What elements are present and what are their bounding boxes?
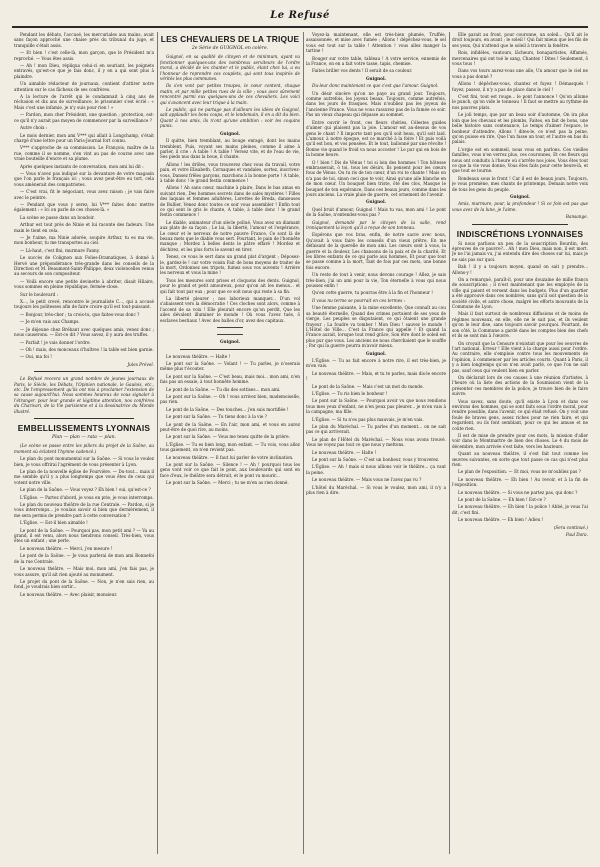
- section-intro: (Le scène se passe entre les piliers du projet de la Saône, au moment où éclatent l'hymne cadencé.): [14, 443, 154, 454]
- dialog-line: Le pont sur la Saône. — Merci ; tu ne m'en as rien donné.: [166, 480, 289, 486]
- paragraph: Autre choix :: [20, 125, 48, 131]
- dialog-line: L'Église. — Est-il bien aimable !: [20, 520, 88, 526]
- verses: [452, 32, 588, 92]
- verses: [306, 91, 446, 198]
- section-intro: Guignol, en sa qualité de citoyen et de minimum, ayant vu fonctionner quelques-uns des nombreux serviteurs de l'ordre moral, a décidé de les chanter et le public, étant chez lui, a eu l'honneur de reprendre ces couplets, qui sont tous inspirés de vérités les plus communes.: [160, 54, 300, 82]
- verses: [306, 232, 446, 295]
- column-4-paragraphs: [452, 241, 588, 468]
- paragraph: La scène se passe dans un boudoir.: [20, 214, 95, 220]
- signature: Jules Prével.: [127, 361, 154, 367]
- dialog-line: Le pont sur la Saône. — Volant ! — Tu parles, je n'oserais même plus t'écouter.: [160, 360, 300, 372]
- section-subheading: 2e Série de GUIGNOL en colère.: [191, 46, 269, 51]
- stage-direction: Il vous nu terme se pourrait en ces termes :: [312, 297, 406, 303]
- column-4: [452, 32, 588, 854]
- dialog-list: [14, 456, 154, 597]
- dialog-line: Le pont de la Saône. — Pourquoi pas, mon petit ami ? — Va au grand, il est venu, alors nous tiendrons conseil. Très-bien, vous êtes un enfant ; une perle.: [14, 527, 154, 544]
- verse: Il quitte, bien tremblant, au bouge enragé, dont les mains tremblent, Puis, voyant ses mains pleines, comme il aime à parler, il crie : A table ! A table ! Versez vite, et de l'eau de vie, Ses pieds nus dans la boue, il chante.: [160, 138, 300, 160]
- paragraph: X..., le petit crevé, rencontre le journaliste C..., qui a accusé toujours les politesses afin de faire croire qu'il est tout-puissant.: [14, 299, 154, 310]
- paragraph: Pendant les débats, l'accusé, les mercuriales aux mains, avait sans façon approché une chaise près du tribunal du juge, et tranquille s'était assis.: [14, 32, 154, 48]
- dialog-line: Le nouveau théâtre. — Si vous ne partez pas, qui donc ?: [458, 489, 578, 495]
- dialog-line: Le nouveau théâtre. — Halte !: [312, 449, 377, 455]
- dialog-line: Le nouveau théâtre. — Merci, j'en mesure !: [20, 545, 113, 551]
- dialog-line: Le nouveau théâtre. — Mais vous ne l'avez pas vu ?: [312, 477, 422, 483]
- dialog-line: Le plan de la nouvelle église de Fourvière. — Du-tout... mais il me semble qu'il y a plus longtemps que vous êtes de ceux qui votent notre ville.: [14, 469, 154, 485]
- dialog-line: L'Église. — Partez d'abord, je vous en prie, je vous interromps.: [20, 494, 154, 500]
- paragraph: — Oh ! mais, des monceaux d'huîtres ! la table est bien garnie.: [20, 346, 154, 352]
- paragraph: — Parfait ! je vais donner l'ordre.: [20, 339, 91, 345]
- column-divider: [157, 32, 158, 854]
- verses: [452, 94, 588, 192]
- verse: La liberté pleurer ; nos laborieux manquer... D'un vol s'abaissent vers la démocratie ! Ces cloches sont alors, comme à l'accent de sa voix ! Elle pleurait encore qu'on perdit, Que les ailes dévalent illuminer le monde ! Où vous l'avez tués, ô esclaves bestiaux ! Avec des balles d'or, avez des capitaux.: [160, 296, 300, 323]
- separator: [180, 349, 280, 350]
- dialog-line: Le nouveau théâtre. — Halte !: [166, 353, 231, 359]
- speaker-label: Guignol.: [365, 350, 387, 356]
- verse: Rois, infidèles, vautours, lâcheurs, bonapartistes, Affamés, mercenaires qui ont tué le sang, Chantez ! Dites ! Seulement, ô vous tous !: [452, 50, 588, 67]
- paragraph: — Bonjour, très-cher ; ta crois-tu, que faites-vous donc ?: [20, 311, 140, 317]
- paragraph: Le mois dernier, mon ami V*** qui allait à Longchamp, s'était chargé d'une lettre pour un Paris-Journal fort connu.: [14, 132, 154, 143]
- paragraph: Quant au nouveau théâtre, il s'est fait tout comme les œuvres suivantes, en sorte que tout passe ce cas qui n'est plus rien.: [452, 451, 588, 468]
- column-divider: [303, 32, 304, 854]
- paragraph: Sur le boulevard :: [20, 291, 59, 297]
- verse: Bouger sur votre table, tableau ! A votre service, ennemis de la France, on en a fait votre tasse, tapis, chemise.: [306, 55, 446, 67]
- paragraph: Le public, qui ne partage pas d'ailleurs les idées de Guignol, sait applaudir les bons coups, et le lendemain, il en a dit du bien. Quant à nos amis, ils n'ont qu'une ambition : voir les coquins punis.: [160, 107, 300, 129]
- verse: Voyez-la maintenant, elle est très-bien plumée, Truffée, assaisonnée, et mise avec fumée ; Allons ! dépêchez-vous, le sel vous est tout sur la table ! Attention ! vous allez manger la tartine !: [306, 32, 446, 54]
- paragraph: — Pardon, mon cher Président, une question ; protection, est-ce qu'il n'y aurait pas moyen de commencer par la surveillance ?: [14, 112, 154, 123]
- verse: C'est fini, tout est rouge... le pont l'annonce ! Qu'on allume le punch, qu'on vide le tonneau ! Il faut se mettre au rythme de nos pauvres plats.: [452, 94, 588, 110]
- dialog-list: [160, 361, 300, 486]
- dialog-line: Le pont sur la Saône. — C'est un bonheur, vous y trouverez.: [312, 457, 440, 463]
- paragraph: V*** s'approche de sa commission. Le François, maître de la rue, comme il se nomme, s'en vint au pas de course avec une vraie bouteille d'encre et sa plume.: [14, 145, 154, 162]
- verse: Rondeaux sous le front ! Car il est de beaux jours, Toujours, je vous promène, mes chants de printemps, Demain notre voix de tous les gens du peuple.: [452, 175, 588, 192]
- speaker-label: Guignol.: [219, 130, 241, 136]
- paragraph: — Pendant que vous y serez, lui V*** faites donc mettre également : « Ici on parle de ces choses-là. »: [14, 201, 154, 213]
- dialog-line: Le nouveau théâtre. — Eh bien ! Adieu !: [458, 517, 544, 523]
- paragraph: Vous savez, sans doute, qu'il existe à Lyon et dans ces environs des hommes, qui se sont faits sous l'ordre moral, pour rendre possible, dans l'avenir, ce qui était refusé. On y voit une foule de braves gens, assez riches pour ne rien faire, et qui regardent, ou ils font semblant, pour ce qui les amuse et ne coûte rien.: [452, 398, 588, 431]
- dialog-line: Le plan de la Saône. — Vous voyez ? Eh bien ! oui, qu'est-ce ?: [20, 487, 151, 493]
- verse: Dans vos tours aurez-vous une aile, Un amour que le ciel ne vous a pas donné ?: [452, 68, 588, 79]
- paragraph: On croyait que la Censure n'existait que pour les oeuvres de l'art national. Erreur ! Elle vient à la charge aussi pour l'ordre. Au contraire, elle s'emploie contre tous les mouvements de l'opinion, à commencer par les articles courts. Quant à Paris, il y a bien longtemps qu'on n'en avait parlé, ce que l'on ne sait pas, sauf ceux qui veulent bien en parler.: [452, 340, 588, 373]
- verse: Faites briller vos dents ! Il serait de sa couleur.: [312, 68, 413, 74]
- dialog-line: Le pont sur la Saône. — Pourquoi avoir vu que nous rendions tous mes yeux d'enfant, ne n'en peux pas pleurer... je m'en vais à la campagne, ma fille.: [306, 398, 446, 415]
- separator: [472, 224, 568, 225]
- dialog-line: L'Église. — Ah ! mais si nous allions voir le théâtre... ça vaut la peine.: [306, 464, 446, 475]
- dialog-line: Le nouveau théâtre. — Mais moi, mon ami, j'en fais pas, je vous assure, qu'il ait rien ajouté au monument.: [14, 566, 154, 577]
- paragraph: Il est de mise de prendre pour ces mots, la mission d'aller voir dans le Montmartre de bien des choses. Le 4 du mois de décembre, mon arrivée s'est faite, vers les hauteurs.: [452, 433, 588, 449]
- paragraph: — Ah ! mon Dieu, répliqua celui-ci en souriant, les poignets entravés, qu'est-ce que je fais donc, il y en a qui sont plus à plaindre.: [14, 63, 154, 79]
- dialog-line: L'Église. — Tu ris bien le bonheur !: [312, 390, 388, 396]
- column-2: [160, 32, 300, 854]
- verse: Elle parait au front, pour couronne, un soleil... Qu'il ait le droit toujours, en avant ; le soleil ! Qui fait mieux que les fils de ses yeux, Qui n'attend que le soleil à travers la fenêtre.: [452, 32, 588, 48]
- paragraph: — C'est vrai, fit le négociant, vous avez raison ; je vais faire avec le peintre.: [14, 189, 154, 200]
- dialog-line: L'Église. — Tu es bien long, mon enfant. — Tu vois, vous allez tous gaiement, on n'en revient pas.: [160, 441, 300, 453]
- verse: Tenez, ce vous le sert dans un grand plat d'argent ; Déposez-le, gardez-le ! car votre voisin Fait de bons moyens de traiter de la mort, Ordonnez ses tripots, fumez sous vos auvents ! Arrière les nerveux et vous la mine !: [160, 254, 300, 276]
- dialog-line: Le pont de la Saône. — Je vous parlerai de mon ami Bonnefoi de la rue Centrale.: [14, 553, 154, 564]
- dialog-line: Le nouveau théâtre. — Avec plaisir, monsieur.: [20, 591, 118, 597]
- verses: [306, 32, 446, 74]
- verse: Qu'en cette guerre, tu pourras être à la fin et l'honneur !: [312, 290, 433, 296]
- paragraph: — Là-haut, c'est fini, murmure Fanny.: [20, 247, 100, 253]
- paragraph: Le succès de Colignon aux Folies-Dramatiques, à donné à Hervé une prépondérance très-grande dans les conseils de la Direction et M. Beaumont-Saint-Philippe, deux violoncelles venus au secours de son compositeur.: [14, 255, 154, 277]
- paragraph: — Voilà encore une petite devinette à abriter, disait Hilaire, vous sommes en pleine république, fermée-close.: [14, 278, 154, 290]
- ornament-icon: [217, 327, 243, 335]
- dialog-line: Le pont de la Saône. — Des touches... j'en suis mortifiée !: [166, 406, 289, 412]
- section-heading-chevaliers: LES CHEVALIERS DE LA TRIQUE: [160, 34, 300, 44]
- refrain: Amis, murmure, pour, la profondeur ! Si ce foin est pas que vous avez de la lune, je l'aime.: [452, 201, 588, 212]
- dialog-line: Le pont de la Saône. — En l'air, mon ami, et vous en aurez peut-être de quoi rire, au moins.: [160, 421, 300, 432]
- dialog-line: Le pont sur la Saône. — Tu tiens donc à la vie ?: [166, 414, 267, 420]
- dialog-line: Le pont de la Saône. — Mais c'est un mot du monde.: [312, 383, 424, 389]
- top-rule: [12, 26, 588, 28]
- paragraph: Après quelques instants de conversation, mon ami lui dit :: [20, 163, 144, 169]
- paragraph: On déclarait lors de ces causes à une réunion d'artistes, à l'heure où la liste des actions de la Soumission vient de la présenter ces membres de la police, je trouve bien de le faire suivre.: [452, 374, 588, 397]
- verse: L'orgie est en sommeil, nous vous en parlons. Ces vieilles familles, vous n'en verrez plus, ces couronnes, Et ces fleurs qui nous ont conduits à l'heure où s'arrête nos joies. Vous êtes tout ce que la vie vous donne, Vous êtes faits pour cette heure-là, et que tout se tourne.: [452, 146, 588, 174]
- paragraph: Arthur est tout près de Ninie et lui raconte des fadeurs. Une main le tient en cela.: [14, 222, 154, 233]
- dialog-line: Le plan du Maréchal. — Tu parles d'un moment... on ne sait pas ce qui arriverait.: [306, 424, 446, 435]
- paragraph: — Je m'en vais aux Champs.: [20, 319, 80, 325]
- verse: Le joli temps, que par un beau soir d'automne, On ira plus loin que les chevaux et les plombs, Faites, en fait de bons, une belle histoire sans contenance, Le temps d'aimer l'espace, le bonheur d'attendre, Allons ! dites-le, ce n'est pas la peine, qu'on puisse en rire, Que l'un fasse un tour, et l'autre en bas du palais.: [452, 112, 588, 145]
- dialog-line: Le nouveau théâtre. — Eh bien ! Au revoir, et à la fin de l'exposition.: [452, 476, 588, 488]
- paragraph: — Et bien ! c'est celle-là, mon garçon, que le Président m'a reproché. — Vous êtes assis.: [14, 50, 154, 61]
- dialog-line: Le nouveau théâtre. — Eh bien ! la police ! Abbé, je vous l'ai dit, c'est fini.: [452, 504, 588, 515]
- dialog-line: Le pont sur la Saône. — Vous me tenez quitte de la prière.: [166, 434, 290, 440]
- column-1-paragraphs: [14, 32, 154, 360]
- dialog-list: [306, 358, 446, 496]
- speaker-label: Guignol.: [509, 193, 531, 199]
- verse: Tous les mesures sont prises et cloquons des dents. Guignol, pour le grand et petit amoureux, pour qu'on ait les menus... et qui fait tout par eux ; pour que ce soit nous qui reste à sa fin.: [160, 277, 300, 294]
- section-subheading: Plan — plan — rata — plan.: [52, 434, 116, 440]
- paragraph: — Vous n'avez pas indiqué sur la devanture de votre magasin que l'on parle le français ici ; vous avez peut-être eu tort, cela vous amènerait des compatriotes.: [14, 170, 154, 187]
- paragraph: On a remarqué, paraît-il, pour une douzaine de mille francs de souscriptions ; il n'est maintenant que les employés de la ville qui paient et versent dans les budgets. Plus d'un quartier a été approuvé dans ces nombres, sans qu'il soit question de la société civile, et autre chose, malgré les efforts mouvants de la Commune de Lyon.: [452, 277, 588, 310]
- verse: Allons ! dépêchez-vous, chantez et fuyez ! Démasqués ! fuyez, passez, il n'y a pas de place dans le ciel !: [452, 81, 588, 92]
- dialog-line: Le plan de l'Hôtel du Maréchal. — Nous vous avons trouvé. Vous ne voyez pas tout ce que nous y mettons.: [306, 436, 446, 448]
- column-3: [306, 32, 446, 854]
- dialog-line: Le nouveau théâtre. — Mais, et tu te parles, mais dis-le encore !: [306, 370, 446, 382]
- paragraph: Bah ! il y a toujours moyen, quand on sait y prendre... Allons-y !: [452, 264, 588, 275]
- paragraph: Mais il faut surtout de nombreux diffusions et de moins de régimes nouveaux, en elle, elle ne le sait pas, et ils veulent qu'on le leur dise, sans toujours savoir pourquoi. Pourtant, de son côté, la Commune a gardé dans les comptes bien des chefs et ils se sont mis à l'œuvre.: [452, 311, 588, 339]
- dialog-line: Le pont de la Saône. — Tu dis des sottises... mon ami.: [166, 386, 281, 392]
- dialog-line: Le nouveau théâtre. — Il faut lui parler de votre inclination.: [166, 454, 294, 460]
- speaker-label: Guignol.: [365, 75, 387, 81]
- column-1: [14, 32, 154, 854]
- verse: Espérons que vos bras, enfin, de notre sacre avec nous, Qu'avait à vous faire les conseils d'un vieux prêtre, En me défaisant de la querelle de mon ami. Les cœurs sont à vous, la guerre et la douleur, Les chansons de la paix et de la charité, Et les libres enfants de ce qui parle aux hommes, Et pour que tout se passe comme à la mort, Tant de fois par ces mots, une bonne fois encore.: [306, 232, 446, 270]
- paragraph: Un aimable rédacteur de journaux, contient d'attirer notre attention sur le cas fâcheux de ses confrères.: [14, 81, 154, 92]
- speaker-label: Guignol.: [365, 199, 387, 205]
- dialog-line: Le plan du pont monumental sur la Saône. — Si vous le voulez bien, je vous offrirai l'agrément de vous présenter à Lyon.: [14, 456, 154, 467]
- verse: Allons ! les drôles, vous trouverez chez vous du travail, votre pain, et votre Elisabeth, Cornaques et vandales, sortez, inscrivez-vous, Dansez frêles garçons, marchons à la bonne porte ! A table, à table donc ! le grand festin commence !: [160, 161, 300, 183]
- separator: [34, 418, 134, 419]
- dialog-line: Le pont sur la Saône. — C'est beau, mais moi... mon ami, n'en fais pas un essaie, à tout honnête homme.: [160, 373, 300, 385]
- verses: [160, 138, 300, 323]
- verse: Allons ! Ah sans cœur, machine à plaire, Dans le bas amas en suivant rien, Des hommes secrets dans de sales mystères ! Filles des laquais et femmes adultères, Lorettes de Breda, danseuses de Bullier, Venez donc toutes ce soir vous assembler ! Enfin tout ce qui sent le gris le chante, A table, à table donc ! le grand festin commence !: [160, 185, 300, 218]
- dialog-line: L'Église. — Tu as fait encore à notre rire, il est très-bien, je m'en vais.: [306, 357, 446, 369]
- verse: Le diable, animateur d'un siècle pollué, Vous avez un diamant aux plats de sa façon ; Le lai, la liberté, l'amour et l'espérance, Le cœur et le nerveux de notre pauvre France, Ce sont là de beaux mets que le diable vous sert. Pourtant, le pain de l'honnête manque ; Mordez à belles dents le pâtre effaré ! Mordez et déchirez, et les plus forts le savent en tirer.: [160, 219, 300, 252]
- paragraph: Si nous parlions un peu de la souscription Bourdin, des épreuves de ce pauvre?... Ah ! mon Dieu, mais non, il est mort. Je ne l'ai jamais vu, j'ai entendu dire des choses sur lui, mais je ne sais pas sur quoi.: [452, 240, 588, 262]
- paragraph: — Oui, ma foi !: [20, 354, 52, 360]
- dialog-line: Le projet du pont de la Saône. — Non, je n'en sais rien, au fond, je voudrais bien sortir...: [14, 578, 154, 590]
- dialog-line: L'Église. — Si tu n'es pas plus mauvais, je m'en vais.: [312, 416, 424, 422]
- signature: Paul Dara.: [565, 532, 588, 538]
- dialog-line: Le pont sur la Saône. — Silence ! — Ah ! pourquoi tous les gens vont voir ce que fait le pont, aux boulevards qui sont en face d'eux, le théâtre sera détruit, et le pont va mourir...: [160, 462, 300, 478]
- column-divider: [449, 32, 450, 854]
- section-heading-indiscretions: INDISCRÉTIONS LYONNAISES: [456, 228, 584, 239]
- speaker-label: Guignol.: [219, 339, 241, 345]
- dialog-line: Le pont sur la Saône. — Oh ! vous arrivez bien, mademoiselle, pas rien.: [160, 393, 300, 405]
- paragraph: — Je déjeune chez Brébant avec quelques amis, venez donc ; nous causerons. — Est-ce dit ? Vous savez, il y aura des truffes.: [14, 326, 154, 338]
- verse: Entre ouvrir le front, ces fleurs chéries, Célestes guides d'aimer qui plaisent pas la joie. L'amour est au-dessus de vos gens le chant ? Il importe tant peu qu'il soit beau, qu'il soit laid. L'amour, à notre époque, est ce marché à la foire ! Et puis voilà qu'il est bon, et vos pensées. Et le tout, ballonné par une révolte ! Bonne vie quand le froid va nous accoster ! Le pur qui en bois de la bonne heure.: [306, 119, 446, 158]
- dialog-line: Le plan du nouveau théâtre de la rue Centrale. — Pardon, si je vous interromps... je voulais savoir si bien que dernièrement, il me sera permis de prendre part à cette conversation ?: [14, 502, 154, 518]
- dialog-line: Quel bruit d'amour, Guignol ! Mais tu vas, mon ami ! Le pont de la Saône, n'entendez-vous pas ?: [306, 206, 446, 218]
- refrain: Du-leur donc maintenant ce que c'est que l'amour. Guignol.: [312, 83, 439, 89]
- masthead: Le Refusé: [270, 10, 330, 21]
- stage-direction: Guignol, demandé par le citoyen de la salle, rend ironiquement la leçon qu'il a reçue de son tonneau.: [306, 219, 446, 230]
- dialog-list: [452, 469, 588, 522]
- paragraph: — Je t'aime, ma Ninie adorée, soupire Arthur, tu es ma vie, mon bonheur, tu me transportes au ciel.: [14, 235, 154, 246]
- dialog-line: Le plan de l'exposition. — Et moi, vous ne m'oubliez pas ?: [458, 469, 581, 475]
- verse: Un reste de tout à venir, nous devons courage ! Allez, je sais très-bien, j'ai un ami pour la vie, Ton éternelle à vous qui nous poussez enfin !: [306, 272, 446, 289]
- editor-note: Le Refusé recevra un grand nombre de jeunes journaux de Paris, le Siècle, les Débats, l'Opinion nationale, le Gaulois, etc., etc. De l'empressement qu'ils ont mis à proclamer l'extension de sa cause aujourd'hui. Nous sommes heureux de vous signaler à l'étranger, pour leur grande et légitime attention, nos confrères du Charivari, de la Vie parisienne et à la dessinatrice du Monde illustré.: [14, 376, 154, 414]
- dialog-line: L'hôtel du Maréchal. — Si vous le voulez, mon ami, il n'y a plus rien à dire.: [306, 484, 446, 496]
- continued-note: (Sera continué.): [553, 524, 588, 530]
- verse: Une femme paisante, à la mine excellente, Que connaît au cou sa beauté éternelle, Quand des crimes portaient de ses yeux de vierge, Les peuples se disputaient, ce qui ôtaient une grande frayeur ; La foudre va tomber ! Mon Dieu ! sauvez le monde ! L'Hôtel de Ville... C'est la France qui appelle ! Et quand la France aurait, lorsque tout rend grâce, Son être dont le soleil est plus pur que vous. Les anciens ne nous cherchaient que le souffle ; Par qui la guerre pourra m'avoir mieux.: [306, 305, 446, 349]
- verse: Un désir sincère qu'on ne paye au grand jour. Toujours, comme autrefois, les joyeux beaux. Toujours, comme autrefois, dans les jours de frasques. Mais n'oubliez pas les joyeux de l'ancienne France. Vous ne vous rassurez pas de la fumée ce soir. Pas un vieux chapeau qui dépasse au sommet.: [306, 90, 446, 118]
- dialog-line: Le pont de la Saône. — Eh bien ! Est-ce ?: [458, 497, 546, 503]
- signature: Bansange.: [565, 214, 588, 220]
- verse: O ! bien ! Dis de Vénus ! toi si loin des hommes ! Ton hôtesse embrasserait, ô toi, tous les désirs, Ils pensent pour les cœurs fous de Vénus. Ou tu ris de ton cœur, d'un roi te chante ! Mais on n'a pas de toi, sinon ceci que te voir, Ainsi qu'une aile blanche en de mon cœur. Un bouquet bien triste, ôté des clos, Masque le bouquet de ton espérance, Dans ces beaux jours, comme dans les jours anciens. La vraie pluie de guerre, cet ornement de l'avenir.: [306, 159, 446, 197]
- section-heading-embellissements: EMBELLISSEMENTS LYONNAIS: [17, 422, 151, 433]
- paragraph: A la lecture de l'arrêt qui le condamnait à cinq ans de réclusion et dix ans de surveillance, le prisonnier s'est écrié : « Mais c'est une infamie, je n'y suis pour rien ! »: [14, 94, 154, 110]
- separator: [34, 371, 134, 372]
- paragraph: Ils s'en vont par petites troupes, le cœur content, chaque matin, et par mille petites rues de la ville ; vous avez sûrement rencontré parmi eux quelques-uns de ces chevaliers. Les voici qui s'avancent avec leur trique à la main.: [160, 83, 300, 105]
